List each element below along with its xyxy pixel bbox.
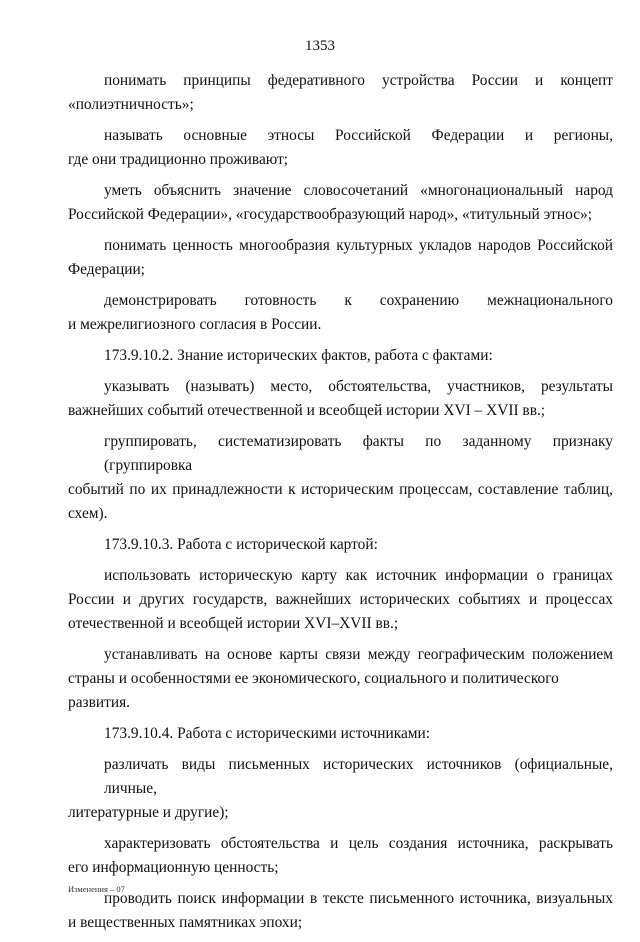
paragraph-first-line: устанавливать на основе карты связи между географическим положением <box>104 646 613 663</box>
paragraph <box>68 234 613 282</box>
paragraph-first-line: группировать, систематизировать факты по заданному признаку (группировка <box>104 433 613 474</box>
paragraph <box>68 69 613 117</box>
section-heading <box>68 344 613 368</box>
paragraph-first-line: называть основные этносы Российской Федерации и регионы, <box>104 127 613 144</box>
paragraph-continuation: его информационную ценность; <box>68 859 279 876</box>
paragraph-first-line: понимать ценность многообразия культурных укладов народов Российской <box>104 237 613 254</box>
section-heading-text: 173.9.10.2. Знание исторических фактов, работа с фактами: <box>104 347 493 364</box>
section-heading-text: 173.9.10.3. Работа с исторической картой: <box>104 536 378 553</box>
paragraph <box>68 753 613 825</box>
page-number: 1353 <box>305 38 335 54</box>
paragraph-continuation: и вещественных памятниках эпохи; <box>68 914 303 931</box>
paragraph-continuation: России и других государств, важнейших исторических событиях и процессах отечественной и всеобщей истории XVI–XVII вв.; <box>68 591 613 632</box>
paragraph-first-line: уметь объяснить значение словосочетаний «многонациональный народ <box>104 182 613 199</box>
paragraph <box>68 375 613 423</box>
paragraph <box>68 124 613 172</box>
paragraph-first-line: характеризовать обстоятельства и цель создания источника, раскрывать <box>104 835 613 852</box>
paragraph-first-line: проводить поиск информации в тексте письменного источника, визуальных <box>104 890 613 907</box>
paragraph-first-line: использовать историческую карту как источник информации о границах <box>104 567 613 584</box>
paragraph-first-line: понимать принципы федеративного устройства России и концепт <box>104 72 613 89</box>
paragraph-continuation: «полиэтничность»; <box>68 96 194 113</box>
document-body <box>68 69 613 942</box>
paragraph <box>68 430 613 526</box>
section-heading-text: 173.9.10.4. Работа с историческими источниками: <box>104 725 431 742</box>
paragraph-first-line: указывать (называть) место, обстоятельства, участников, результаты <box>104 378 613 395</box>
paragraph-first-line: различать виды письменных исторических источников (официальные, личные, <box>104 756 613 797</box>
paragraph-continuation: страны и особенностями ее экономического, социального и политического развития. <box>68 670 559 711</box>
section-heading <box>68 722 613 746</box>
paragraph-continuation: где они традиционно проживают; <box>68 151 289 168</box>
revision-footer: Изменения – 07 <box>68 884 125 894</box>
paragraph-continuation: и межрелигиозного согласия в России. <box>68 316 322 333</box>
paragraph <box>68 179 613 227</box>
paragraph-continuation: литературные и другие); <box>68 804 229 821</box>
paragraph-continuation: событий по их принадлежности к историческим процессам, составление таблиц, схем). <box>68 481 613 522</box>
paragraph-continuation: Федерации; <box>68 261 145 278</box>
paragraph <box>68 832 613 880</box>
paragraph <box>68 643 613 715</box>
paragraph-first-line: демонстрировать готовность к сохранению межнационального <box>104 292 613 309</box>
section-heading <box>68 533 613 557</box>
paragraph-continuation: Российской Федерации», «государствообразующий народ», «титульный этнос»; <box>68 206 593 223</box>
paragraph <box>68 564 613 636</box>
paragraph <box>68 887 613 935</box>
paragraph-continuation: важнейших событий отечественной и всеобщей истории XVI – XVII вв.; <box>68 402 546 419</box>
paragraph <box>68 289 613 337</box>
